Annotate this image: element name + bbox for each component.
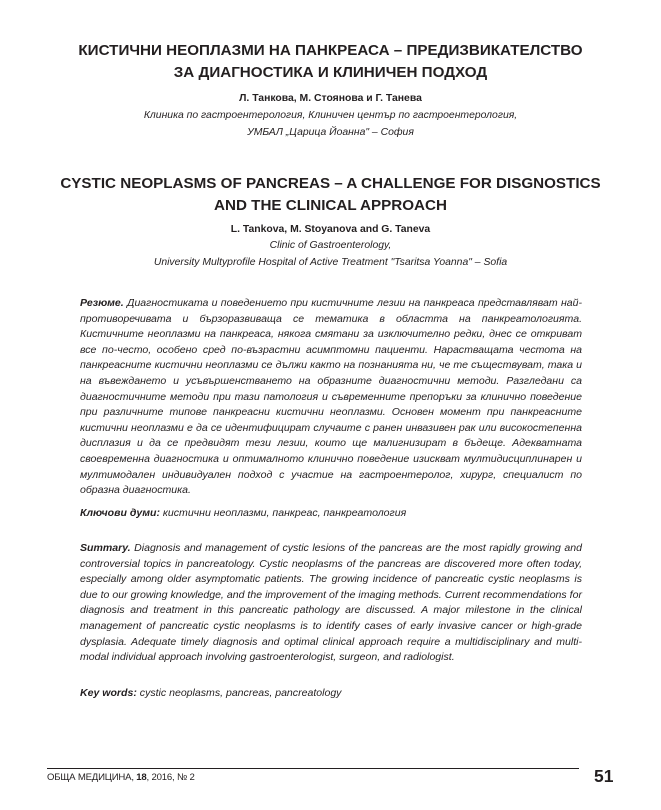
- footer-journal-citation: [47, 772, 195, 784]
- affiliation-bg-line-1: Клиника по гастроентерология, Клиничен център по гастроентерология,: [143, 110, 518, 121]
- affiliation-bg-line-2: УМБАЛ „Царица Йоанна" – София: [247, 126, 414, 138]
- keywords-bg-label: Ключови думи:: [80, 507, 160, 519]
- article-title-bulgarian: [40, 40, 621, 84]
- keywords-bg-text: кистични неоплазми, панкреас, панкреатология: [159, 507, 407, 519]
- title-en-line-1: CYSTIC NEOPLASMS OF PANCREAS – A CHALLENGE FOR DISGNOSTICS: [60, 175, 601, 192]
- summary-english: [80, 541, 582, 666]
- keywords-en-label: Key words:: [80, 687, 137, 699]
- summary-en-label: Summary.: [80, 542, 131, 554]
- affiliation-english: [40, 238, 621, 271]
- abstract-bulgarian: [80, 296, 582, 499]
- title-en-line-2: AND THE CLINICAL APPROACH: [214, 197, 447, 214]
- keywords-bulgarian: [80, 506, 582, 522]
- title-bg-line-2: ЗА ДИАГНОСТИКА И КЛИНИЧЕН ПОДХОД: [173, 64, 488, 81]
- keywords-english: [80, 686, 582, 702]
- abstract-bg-text: Диагностиката и поведението при кистичните лезии на панкреаса представляват най-противоречивата и бързоразвиваща се тематика в областта на панкреатологията. Кистичните неоплазми на панкреаса, някога смятани за изключително редки, днес се откриват все по-често, особено сред по-възрастни асимптомни пациенти. Нарастващата честота на панкреасните кистични неоплазми се дължи както на познанията ни, че те съществуват, така и на въвеждането и усъвършенстването на образните диагностични методи. Разгледани са диагностичните методи при тази патология и съвременните препоръки за клинично поведение при различните типове панкреасни кистични неоплазми. Основен момент при панкреасните кистични неоплазми е да се идентифицират случаите с ранен инвазивен рак или високостепенна дисплазия и да се предвидят тези лезии, които ще малигнизират в бъдеще. Адекватната своевременна диагностика и оптималното клинично поведение изискват мултидисциплинарен и мултимодален индивидуален подход с участие на гастроентеролог, хирург, специалист по образна диагностика.: [80, 297, 582, 497]
- summary-en-text: Diagnosis and management of cystic lesions of the pancreas are the most rapidly growing and controversial topics in pancreatology. Cystic neoplasms of the pancreas are discovered more often today, especially among older asymptomatic patients. The growing incidence of pancreatic cystic neoplasms is due to our growing knowledge, and the improvement of the imaging methods. Current recommendations for diagnosis and treatment in this pancreatic pathology are discussed. A major milestone in the clinical management of pancreatic cystic neoplasms is to identify cases of early invasive cancer or high-grade dysplasia. Adequate timely diagnosis and optimal clinical approach require a multidisciplinary and multi-modal individual approach involving gastroenterologist, surgeon, and radiologist.: [80, 542, 582, 664]
- title-bg-line-1: КИСТИЧНИ НЕОПЛАЗМИ НА ПАНКРЕАСА – ПРЕДИЗВИКАТЕЛСТВО: [78, 42, 583, 59]
- abstract-bg-label: Резюме.: [80, 297, 124, 309]
- affiliation-bulgarian: [40, 108, 621, 141]
- footer-volume: 18: [136, 772, 147, 783]
- authors-bulgarian: Л. Танкова, М. Стоянова и Г. Танева: [239, 93, 422, 104]
- footer-divider: [47, 768, 579, 769]
- page-number: 51: [594, 766, 614, 786]
- affiliation-en-line-1: Clinic of Gastroenterology,: [269, 240, 392, 251]
- keywords-en-text: cystic neoplasms, pancreas, pancreatology: [136, 687, 342, 699]
- article-title-english: [40, 173, 621, 217]
- footer-year-issue: , 2016, № 2: [146, 772, 195, 783]
- footer-journal-name: ОБЩА МЕДИЦИНА,: [47, 772, 137, 783]
- affiliation-en-line-2: University Multyprofile Hospital of Active Treatment "Tsaritsa Yoanna" – Sofia: [153, 256, 508, 268]
- authors-english: L. Tankova, M. Stoyanova and G. Taneva: [230, 224, 431, 235]
